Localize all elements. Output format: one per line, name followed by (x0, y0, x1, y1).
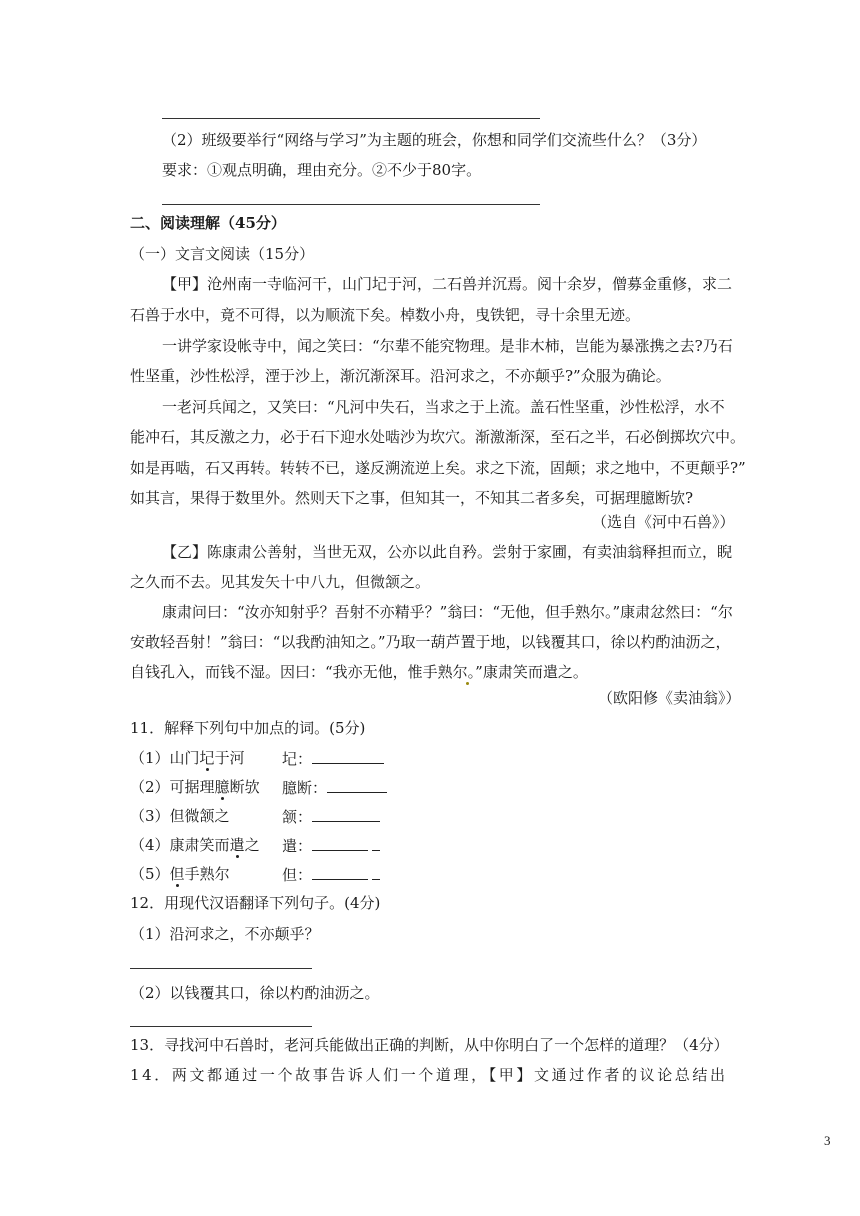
q12-stem: 12．用现代汉语翻译下列句子。(4分) (130, 894, 381, 912)
passage-yi-text: 自钱孔入，而钱不湿。因曰：“我亦无他，惟手熟尔 (130, 663, 468, 681)
answer-line (130, 1026, 312, 1027)
item-text: 断欤 (229, 778, 260, 796)
passage-yi-text: 。”康肃笑而遣之。 (467, 663, 588, 681)
passage-jia-line: 一老河兵闻之，又笑曰：“凡河中失石，当求之于上流。盖石性坚重，沙性松浮，水不 (162, 398, 725, 416)
q11-answer-label: 圮： (282, 748, 384, 769)
answer-blank[interactable] (312, 835, 368, 851)
q11-stem: 11．解释下列句中加点的词。(5分) (130, 719, 366, 737)
dotted-char: 遣 (230, 836, 245, 854)
q11-item (130, 864, 230, 884)
q11-answer-label: 但： (282, 864, 380, 885)
passage-jia-line: 如是再啮，石又再转。转转不已，遂反溯流逆上矣。求之下流，固颠；求之地中，不更颠乎?” (130, 459, 746, 477)
passage-jia-line: 如其言，果得于数里外。然则天下之事，但知其一，不知其二者多矣，可据理臆断欤? (130, 489, 694, 507)
q10-2-requirement: 要求：①观点明确，理由充分。②不少于80字。 (162, 161, 482, 179)
answer-blank[interactable] (312, 864, 368, 880)
answer-line (162, 118, 540, 119)
q11-answer-label: 颔： (282, 806, 380, 827)
passage-jia-line: 性坚重，沙性松浮，湮于沙上，渐沉渐深耳。沿河求之，不亦颠乎?”众服为确论。 (130, 367, 671, 385)
answer-blank[interactable] (327, 777, 387, 793)
item-text: （2）可据理 (130, 778, 215, 796)
answer-line (162, 204, 540, 205)
q10-2-prompt: （2）班级要举行“网络与学习”为主题的班会，你想和同学们交流些什么？（3分） (162, 131, 707, 149)
q11-item (130, 835, 260, 855)
passage-yi-line: 安敢轻吾射！”翁曰：“以我酌油知之。”乃取一葫芦置于地，以钱覆其口，徐以杓酌油沥之， (130, 633, 731, 651)
passage-yi-source: （欧阳修《卖油翁》） (598, 689, 741, 707)
passage-yi-line: 康肃问曰：“汝亦知射乎？吾射不亦精乎？”翁曰：“无他，但手熟尔。”康肃忿然曰：“尔 (162, 603, 733, 621)
item-text: （5） (130, 865, 170, 883)
answer-blank (372, 835, 380, 851)
q11-item (130, 748, 245, 768)
answer-line (130, 968, 312, 969)
item-text: 手熟尔 (184, 865, 230, 883)
passage-jia-source: （选自《河中石兽》） (592, 513, 735, 531)
q11-item (130, 777, 260, 797)
q12-sentence-1: （1）沿河求之，不亦颠乎？ (130, 925, 320, 943)
q11-answer-label: 遣： (282, 835, 380, 856)
passage-yi-line (130, 662, 588, 682)
answer-blank (372, 864, 380, 880)
q14-stem: 14．两文都通过一个故事告诉人们一个道理，【甲】文通过作者的议论总结出 (130, 1066, 728, 1084)
answer-blank[interactable] (312, 748, 384, 764)
q13-stem: 13．寻找河中石兽时，老河兵能做出正确的判断，从中你明白了一个怎样的道理？（4分） (130, 1036, 729, 1054)
section-heading: 二、阅读理解（45分） (130, 214, 286, 232)
dotted-char: 圮 (200, 749, 215, 767)
passage-yi-line: 之久而不去。见其发矢十中八九，但微颔之。 (130, 573, 431, 591)
q11-item: （3）但微颔之 (130, 807, 230, 825)
passage-yi-line: 【乙】陈康肃公善射，当世无双，公亦以此自矜。尝射于家圃，有卖油翁释担而立，睨 (162, 543, 733, 561)
passage-jia-line: 能冲石，其反激之力，必于石下迎水处啮沙为坎穴。渐激渐深，至石之半，石必倒掷坎穴中。 (130, 428, 746, 446)
passage-jia-line: 一讲学家设帐寺中，闻之笑曰：“尔辈不能究物理。是非木柿，岂能为暴涨携之去?乃石 (162, 337, 733, 355)
item-text: 于河 (214, 749, 245, 767)
dotted-char: 但 (170, 865, 185, 883)
subsection-heading: （一）文言文阅读（15分） (130, 245, 315, 263)
page-number: 3 (824, 1133, 831, 1148)
item-text: 之 (244, 836, 260, 854)
passage-jia-line: 【甲】沧州南一寺临河干，山门圮于河，二石兽并沉焉。阅十余岁，僧募金重修，求二 (162, 275, 733, 293)
passage-jia-line: 石兽于水中，竟不可得，以为顺流下矣。棹数小舟，曳铁钯，寻十余里无迹。 (130, 306, 641, 324)
dotted-char: 臆 (215, 778, 230, 796)
q12-sentence-2: （2）以钱覆其口，徐以杓酌油沥之。 (130, 984, 380, 1002)
answer-blank[interactable] (312, 806, 380, 822)
q11-answer-label: 臆断： (282, 777, 387, 798)
item-text: （4）康肃笑而 (130, 836, 230, 854)
item-text: （1）山门 (130, 749, 200, 767)
